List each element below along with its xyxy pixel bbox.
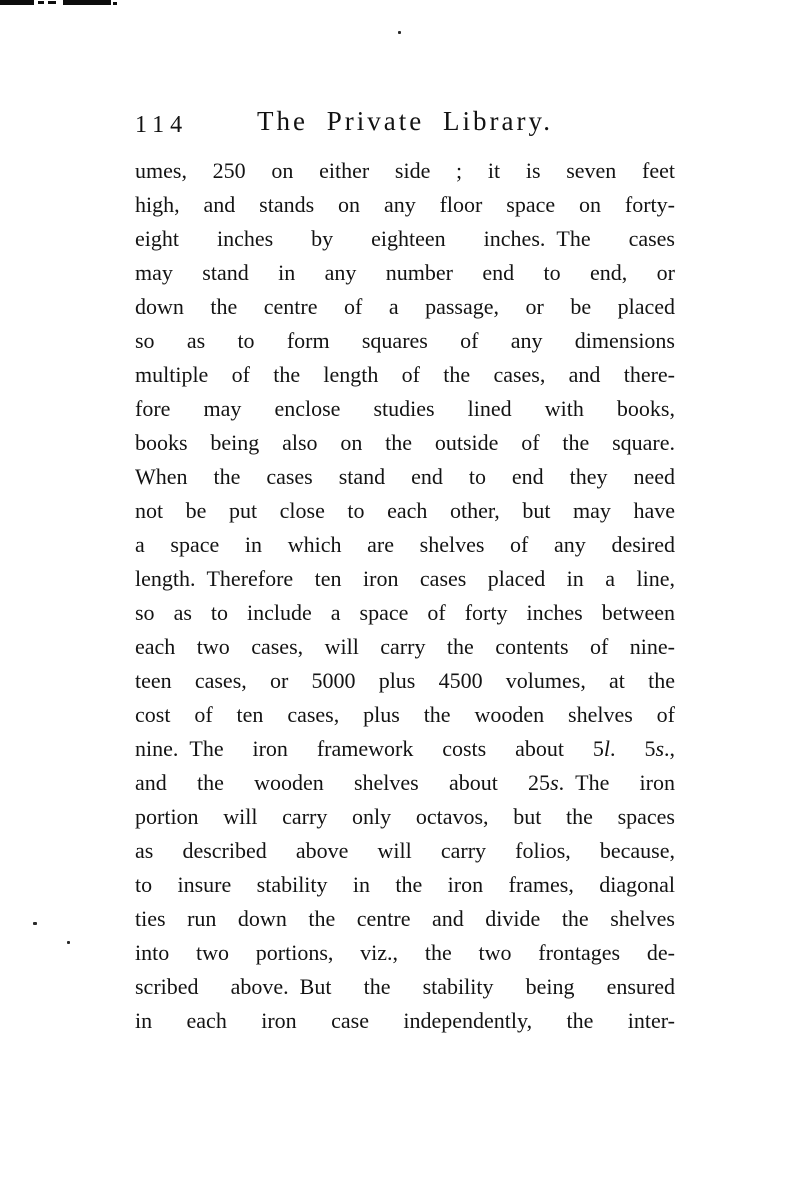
text-line: may stand in any number end to end, or [135, 260, 675, 285]
text-line: to insure stability in the iron frames, diagonal [135, 872, 675, 897]
text-line: as described above will carry folios, because, [135, 838, 675, 863]
text-line: not be put close to each other, but may have [135, 498, 675, 523]
text-line: in each iron case independently, the inter- [135, 1008, 675, 1033]
text-line: a space in which are shelves of any desired [135, 532, 675, 557]
text-line: high, and stands on any floor space on forty- [135, 192, 675, 217]
text-line: each two cases, will carry the contents of nine- [135, 634, 675, 659]
text-line: cost of ten cases, plus the wooden shelves of [135, 702, 675, 727]
text-line: into two portions, viz., the two frontages de- [135, 940, 675, 965]
page-number: 114 [135, 112, 189, 138]
scan-artifact [113, 2, 117, 5]
text-line: so as to include a space of forty inches between [135, 600, 675, 625]
text-line: fore may enclose studies lined with books, [135, 396, 675, 421]
running-title: The Private Library. [257, 106, 553, 136]
text-line: and the wooden shelves about 25s. The iron [135, 770, 675, 795]
dust-speck [398, 31, 401, 34]
text-line: teen cases, or 5000 plus 4500 volumes, at the [135, 668, 675, 693]
scan-artifact [63, 0, 111, 5]
text-line: scribed above. But the stability being ensured [135, 974, 675, 999]
page-header [135, 106, 675, 146]
dust-speck [33, 922, 37, 925]
text-line: length. Therefore ten iron cases placed in a line, [135, 566, 675, 591]
text-line: umes, 250 on either side ; it is seven feet [135, 158, 675, 183]
text-line: ties run down the centre and divide the shelves [135, 906, 675, 931]
dust-speck [67, 941, 70, 944]
text-line: eight inches by eighteen inches. The cases [135, 226, 675, 251]
text-line: down the centre of a passage, or be placed [135, 294, 675, 319]
text-line: nine. The iron framework costs about 5l. 5s., [135, 736, 675, 761]
text-line: multiple of the length of the cases, and there- [135, 362, 675, 387]
text-line: books being also on the outside of the square. [135, 430, 675, 455]
body-text [135, 154, 675, 1038]
scan-artifact [38, 1, 44, 4]
text-line: so as to form squares of any dimensions [135, 328, 675, 353]
text-line: When the cases stand end to end they need [135, 464, 675, 489]
scan-artifact [0, 0, 34, 5]
scan-artifact [48, 1, 56, 4]
text-line: portion will carry only octavos, but the spaces [135, 804, 675, 829]
